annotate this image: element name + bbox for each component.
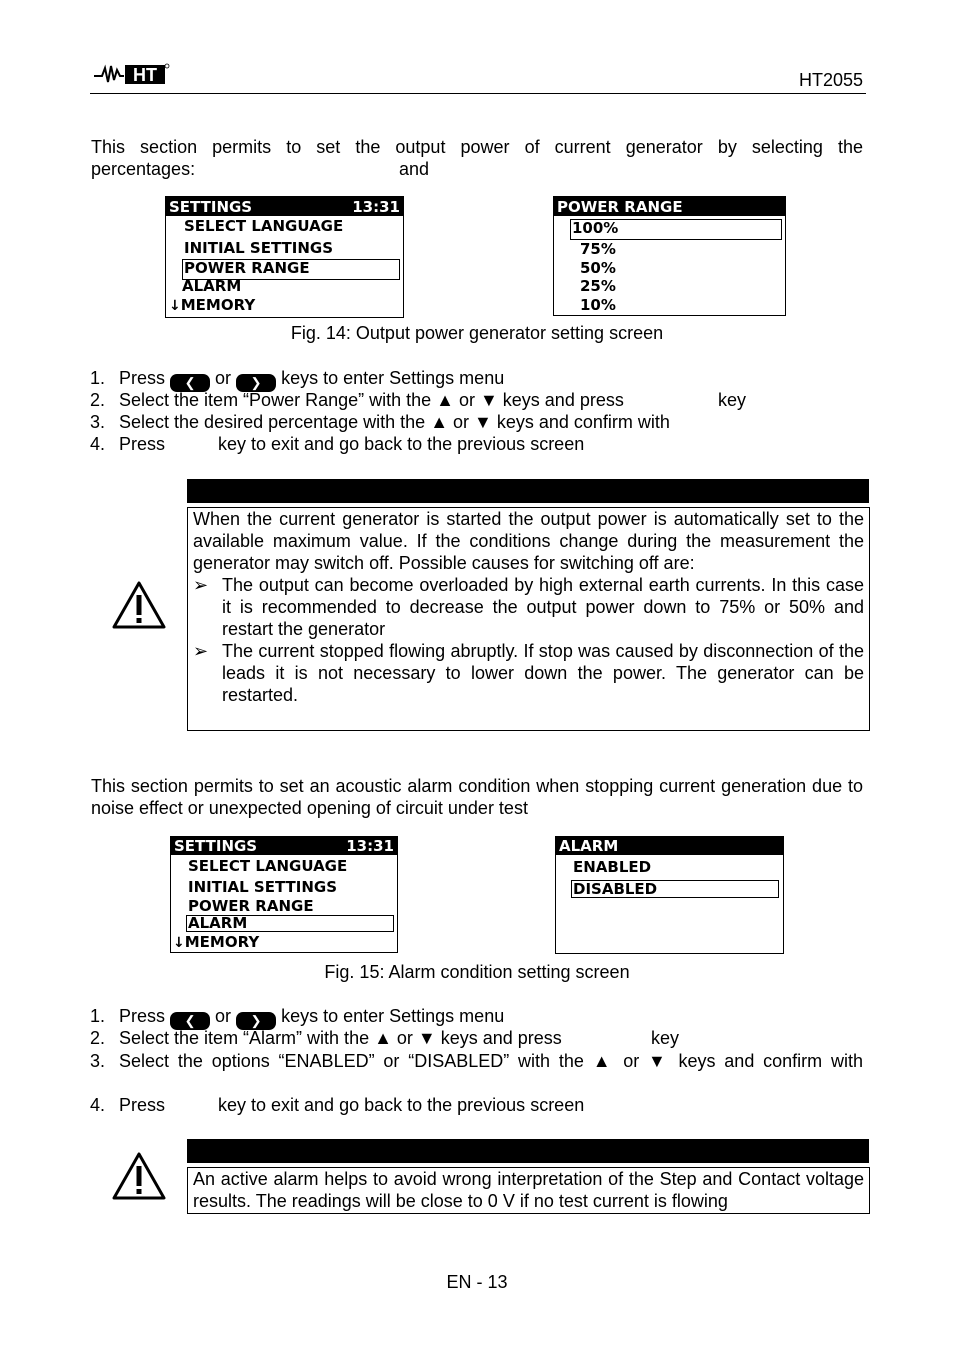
menu-item-power-range-selected[interactable]: POWER RANGE [182,259,400,280]
caution-paragraph: When the current generator is started the output power is automatically set to the available maximum value. If the conditions change during the measurement the generator may switch off. Possible causes for switching off are: [193,509,864,573]
power-range-screen [553,196,786,316]
option-100-selected[interactable]: 100% [570,219,782,240]
lcd-title-bar [556,837,783,855]
option-enabled[interactable]: ENABLED [573,858,652,876]
svg-text:HT: HT [133,65,157,85]
menu-item-memory[interactable]: ↓MEMORY [173,933,260,951]
step-1: 1. Press ❮ or ❯ keys to enter Settings menu [90,1006,505,1028]
left-arrow-key-icon: ❮ [170,1012,210,1030]
lcd-clock: 13:31 [352,197,400,216]
page-number: EN - 13 [446,1272,508,1292]
power-intro-line1: This section permits to set the output power of current generator by selecting the [91,137,863,157]
caution-text [188,508,869,706]
alarm-intro: This section permits to set an acoustic alarm condition when stopping current generation due to noise effect or unexpected opening of circuit under test [91,776,863,818]
warning-triangle-icon [111,1151,167,1201]
power-intro [91,136,863,180]
caution-box [187,507,870,731]
alarm-note-text: An active alarm helps to avoid wrong interpretation of the Step and Contact voltage results. The readings will be close to 0 V if no test current is flowing [193,1169,864,1211]
right-arrow-key-icon: ❯ [236,374,276,392]
figure-caption-15: Fig. 15: Alarm condition setting screen [324,962,630,982]
alarm-steps [90,1005,866,1117]
right-arrow-key-icon: ❯ [236,1012,276,1030]
option-50[interactable]: 50% [580,259,616,277]
step-2: 2. Select the item “Power Range” with the ▲ or ▼ keys and press key [90,390,747,410]
arrow-bullet-icon: ➢ [193,641,209,661]
step-1: 1. Press ❮ or ❯ keys to enter Settings menu [90,368,505,390]
lcd-title-bar [166,197,403,216]
warning-triangle-icon [111,580,167,630]
menu-item-alarm[interactable]: ALARM [182,277,242,295]
lcd-title-bar [554,197,785,216]
caution-header-bar [187,479,869,503]
caution-header-bar [187,1139,869,1163]
menu-item-initial-settings[interactable]: INITIAL SETTINGS [184,239,334,257]
lcd-title: POWER RANGE [557,197,683,216]
header-rule [90,93,866,94]
menu-item-alarm-selected[interactable]: ALARM [186,915,394,932]
step-3: 3. Select the desired percentage with the ▲ or ▼ keys and confirm with [90,412,670,432]
caution-bullet-1: ➢ The output can become overloaded by high external earth currents. In this case it is recommended to decrease the output power down to 75% or 50% and restart the generator [193,575,864,639]
alarm-screen [555,836,784,954]
figure-caption-14: Fig. 14: Output power generator setting screen [290,323,664,343]
arrow-bullet-icon: ➢ [193,575,209,595]
menu-item-initial-settings[interactable]: INITIAL SETTINGS [188,878,338,896]
power-steps [90,367,866,457]
settings-screen-fig14 [165,196,404,318]
scroll-down-arrow-icon: ↓ [169,298,181,314]
step-4: 4. Press key to exit and go back to the previous screen [90,434,585,454]
lcd-title: SETTINGS [169,197,253,216]
power-intro-percentages: percentages: [91,159,196,179]
option-10[interactable]: 10% [580,296,616,314]
menu-item-select-language[interactable]: SELECT LANGUAGE [184,217,344,235]
lcd-clock: 13:31 [346,837,394,855]
step-4: 4. Press key to exit and go back to the previous screen [90,1095,585,1115]
alarm-note-box [187,1167,870,1214]
power-intro-and: and [399,159,430,179]
lcd-title: ALARM [559,837,619,855]
menu-item-power-range[interactable]: POWER RANGE [188,897,314,915]
caution-bullet-2: ➢ The current stopped flowing abruptly. If stop was caused by disconnection of the leads it is not necessary to lower down the power. The generator can be restarted. [193,641,864,705]
step-3: 3. Select the options “ENABLED” or “DISABLED” with the ▲ or ▼ keys and confirm with [90,1051,863,1071]
ht-logo [92,60,170,88]
settings-screen-fig15 [170,836,398,953]
model-name: HT2055 [798,70,863,90]
menu-item-memory[interactable]: ↓MEMORY [169,296,256,314]
lcd-title-bar [171,837,397,855]
option-25[interactable]: 25% [580,277,616,295]
lcd-title: SETTINGS [174,837,258,855]
option-disabled-selected[interactable]: DISABLED [571,880,779,898]
step-2: 2. Select the item “Alarm” with the ▲ or ▼ keys and press key [90,1028,680,1048]
option-75[interactable]: 75% [580,240,616,258]
scroll-down-arrow-icon: ↓ [173,935,185,951]
menu-item-select-language[interactable]: SELECT LANGUAGE [188,857,348,875]
left-arrow-key-icon: ❮ [170,374,210,392]
